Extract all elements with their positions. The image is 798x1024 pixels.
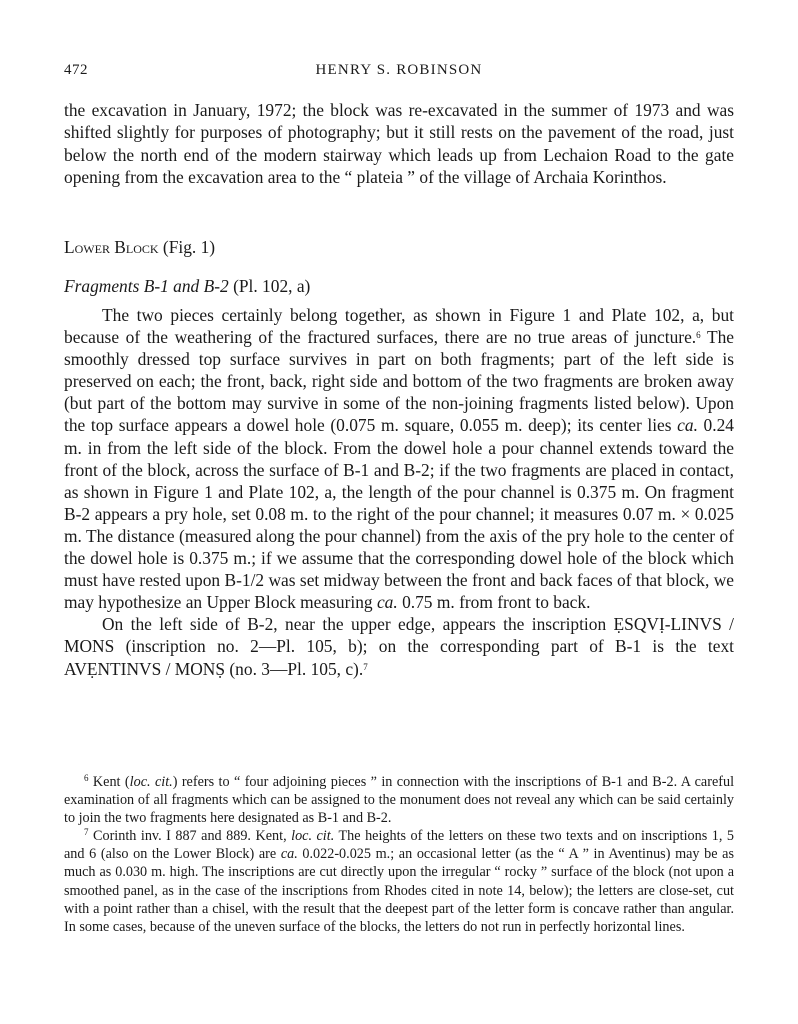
main-text bbox=[64, 304, 734, 680]
p1-text-c: 0.75 m. from front to back. bbox=[397, 592, 591, 613]
footnote-6-mark: 6 bbox=[84, 773, 89, 783]
opening-text bbox=[64, 99, 734, 188]
footnote-6 bbox=[64, 773, 734, 827]
fn6-b: ) refers to “ four adjoining pieces ” in connection with the inscriptions of B-1 and B-2. A careful examination of all fragments which can be assigned to the monument does not reveal any which can be said certainly to join the two fragments here designated as B-1 and B-2. bbox=[64, 774, 735, 827]
fn6-loc: loc. cit. bbox=[129, 774, 173, 790]
fn7-ca: ca. bbox=[280, 846, 298, 863]
fn7-loc: loc. cit. bbox=[291, 828, 335, 845]
p1-ca-1: ca. bbox=[677, 415, 698, 436]
subsection-heading bbox=[64, 276, 310, 297]
page-number: 472 bbox=[64, 62, 88, 78]
p1-text-a: The smoothly dressed top surface survives in part on both fragments; part of the left side is preserved on each; the front, back, right side and bottom of the two fragments are broken away (but part of the bottom may survive in some of the non-joining fragments listed below). Upon the top surface appears a dowel hole (0.075 m. square, 0.055 m. deep); its center lies bbox=[64, 327, 734, 436]
section-ref: (Fig. 1) bbox=[162, 237, 216, 257]
paragraph-2 bbox=[64, 613, 734, 679]
p1-text-b: 0.24 m. in from the left side of the block. From the dowel hole a pour channel extends toward the front of the block, across the surface of B-1 and B-2; if the two fragments are placed in contact, as shown in Figure 1 and Plate 102, a, the length of the pour channel is 0.375 m. On fragment B-2 appears a pry hole, set 0.08 m. to the right of the pour channel; it measures 0.07 m. × 0.025 m. The distance (measured along the pour channel) from the axis of the pry hole to the center of the dowel hole is 0.375 m.; if we assume that the corresponding dowel hole of the block which must have rested upon B-1/2 was set midway between the front and back faces of that block, we may hypothesize an Upper Block measuring bbox=[64, 415, 734, 613]
p2-text: On the left side of B-2, near the upper edge, appears the inscription ẸSQVỊ-LINVS / MONS (inscription no. 2—Pl. 105, b); on the corresponding part of B-1 is the text AVẸNTINVS / MONṢ (no. 3—Pl. 105, c). bbox=[64, 614, 734, 679]
paragraph-1 bbox=[64, 304, 734, 613]
footnote-ref-6: 6 bbox=[696, 330, 701, 341]
fn6-a: Kent ( bbox=[92, 774, 130, 790]
fn7-a: Corinth inv. I 887 and 889. Kent, bbox=[93, 828, 292, 845]
running-header bbox=[64, 62, 734, 86]
section-title: Lower Block bbox=[64, 237, 159, 257]
fn7-b: The heights of the letters on these two texts and on inscriptions 1, 5 and 6 (also on the Lower Block) are bbox=[64, 828, 734, 863]
section-heading bbox=[64, 237, 215, 258]
opening-paragraph: the excavation in January, 1972; the block was re-excavated in the summer of 1973 and was shifted slightly for purposes of photography; but it still rests on the pavement of the road, just below the north end of the modern stairway which leads up from Lechaion Road to the gate opening from the excavation area to the “ plateia ” of the village of Archaia Korinthos. bbox=[64, 100, 734, 187]
footnote-7 bbox=[64, 827, 734, 936]
footnotes bbox=[64, 773, 734, 936]
running-head-author: HENRY S. ROBINSON bbox=[315, 62, 483, 78]
p1-before-note: The two pieces certainly belong together, as shown in Figure 1 and Plate 102, a, but because of the weathering of the fractured surfaces, there are no true areas of juncture. bbox=[64, 305, 734, 348]
fn7-c: 0.022-0.025 m.; an occasional letter (as the “ A ” in Aventinus) may be as much as 0.030 m. high. The inscriptions are cut directly upon the irregular “ rocky ” surface of the block (not upon a smoothed panel, as in the case of the inscriptions from Rhodes cited in note 14, below); the letters are close-set, cut with a point rather than a chisel, with the result that the deepest part of the letter form is concave rather than angular. In some cases, because of the uneven surface of the blocks, the letters do not run in perfectly horizontal lines. bbox=[64, 846, 734, 935]
footnote-ref-7: 7 bbox=[363, 661, 368, 672]
p1-ca-2: ca. bbox=[376, 592, 398, 613]
footnote-7-mark: 7 bbox=[84, 827, 89, 838]
subsection-ref: (Pl. 102, a) bbox=[233, 276, 311, 296]
subsection-title: Fragments B-1 and B-2 bbox=[64, 276, 229, 296]
